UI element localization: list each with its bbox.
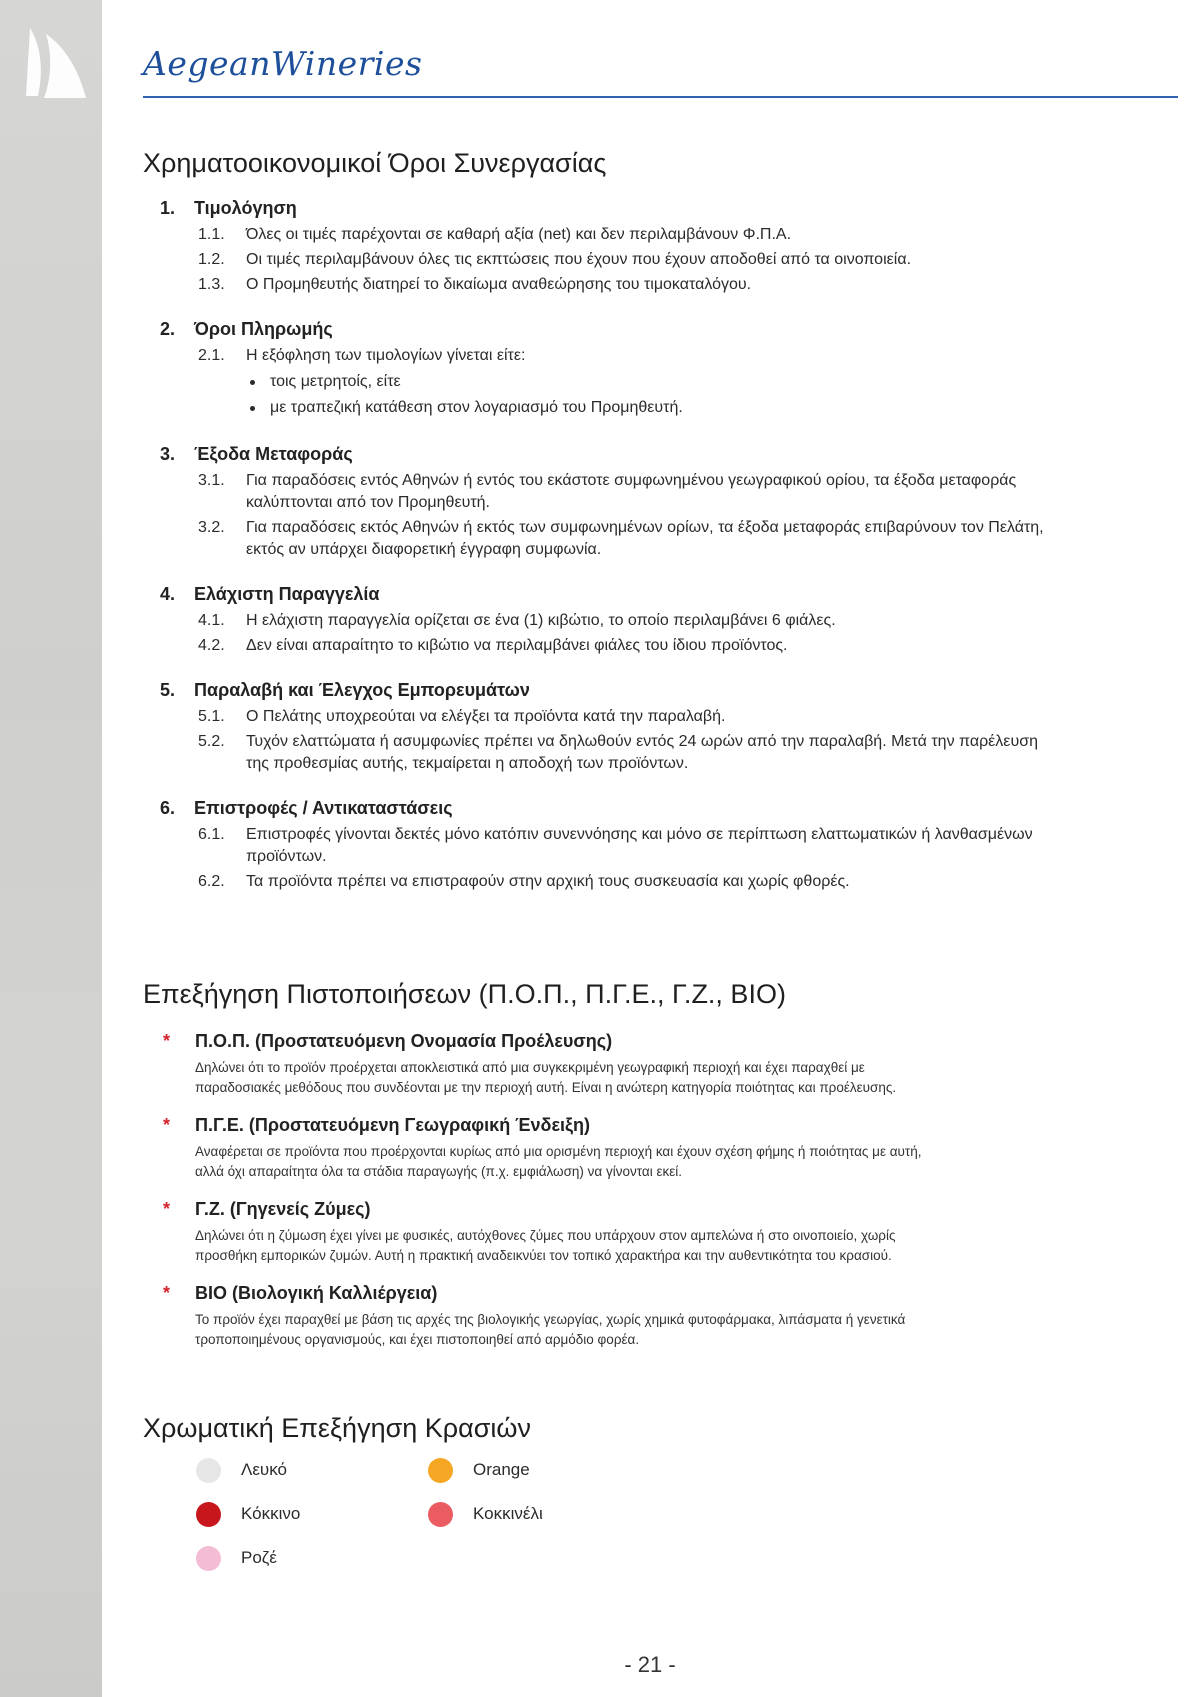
certification-description: Αναφέρεται σε προϊόντα που προέρχονται κυρίως από μια ορισμένη περιοχή και έχουν σχέση φήμης ή ποιότητας με αυτή, αλλά όχι απαραίτητα όλα τα στάδια παραγωγής (π.χ. εμφιάλωση) να γίνονται εκεί. xyxy=(195,1144,922,1179)
asterisk-icon: * xyxy=(163,1198,171,1219)
kokkineli-swatch-icon xyxy=(428,1502,453,1527)
term-title: Τιμολόγηση xyxy=(194,197,297,218)
legend-item-white: Λευκό xyxy=(196,1456,287,1484)
term-number: 5. xyxy=(160,679,176,700)
list-item: με τραπεζική κατάθεση στον λογαριασμό του Προμηθευτή. xyxy=(246,395,1060,421)
term-title: Όροι Πληρωμής xyxy=(194,318,333,339)
term-section xyxy=(160,795,1060,893)
legend-item-kokkineli: Κοκκινέλι xyxy=(428,1500,543,1528)
red-swatch-icon xyxy=(196,1502,221,1527)
white-swatch-icon xyxy=(196,1458,221,1483)
certification-title: Π.Ο.Π. (Προστατευόμενη Ονομασία Προέλευσης) xyxy=(195,1030,613,1051)
certification-item xyxy=(163,1028,1063,1098)
financial-terms-list xyxy=(160,195,1060,913)
side-strip xyxy=(0,0,102,1697)
term-number: 6. xyxy=(160,797,176,818)
financial-terms-title: Χρηματοοικονομικοί Όροι Συνεργασίας xyxy=(143,148,607,178)
term-item: 1.1. Όλες οι τιμές παρέχονται σε καθαρή αξία (net) και δεν περιλαμβάνουν Φ.Π.Α. xyxy=(198,226,792,243)
certifications-title: Επεξήγηση Πιστοποιήσεων (Π.Ο.Π., Π.Γ.Ε., Γ.Ζ., ΒΙΟ) xyxy=(143,979,786,1009)
header-rule xyxy=(143,96,1178,98)
term-item: 2.1. Η εξόφληση των τιμολογίων γίνεται είτε: xyxy=(198,347,526,364)
asterisk-icon: * xyxy=(163,1282,171,1303)
certification-description: Δηλώνει ότι η ζύμωση έχει γίνει με φυσικές, αυτόχθονες ζύμες που υπάρχουν στον αμπελώνα ή στο οινοποιείο, χωρίς προσθήκη εμπορικών ζυμών. Αυτή η πρακτική αναδεικνύει τον τοπικό χαρακτήρα και την αυθεντικότητα του κρασιού. xyxy=(195,1228,896,1263)
term-section xyxy=(160,441,1060,561)
certification-item xyxy=(163,1196,1063,1266)
term-section xyxy=(160,195,1060,296)
brand-logo: AegeanWineries xyxy=(143,44,423,83)
term-title: Παραλαβή και Έλεγχος Εμπορευμάτων xyxy=(194,679,530,700)
term-section xyxy=(160,677,1060,775)
term-section xyxy=(160,581,1060,657)
certification-title: Γ.Ζ. (Γηγενείς Ζύμες) xyxy=(195,1198,371,1219)
term-title: Ελάχιστη Παραγγελία xyxy=(194,583,380,604)
term-item: 6.2. Τα προϊόντα πρέπει να επιστραφούν στην αρχική τους συσκευασία και χωρίς φθορές. xyxy=(198,873,850,890)
legend-item-rose: Ροζέ xyxy=(196,1544,277,1572)
sail-logo-icon xyxy=(24,26,90,102)
list-item: τοις μετρητοίς, είτε xyxy=(246,369,1060,395)
term-item: 4.1. Η ελάχιστη παραγγελία ορίζεται σε ένα (1) κιβώτιο, το οποίο περιλαμβάνει 6 φιάλες. xyxy=(198,612,836,629)
asterisk-icon: * xyxy=(163,1030,171,1051)
rose-swatch-icon xyxy=(196,1546,221,1571)
legend-item-orange: Orange xyxy=(428,1456,530,1484)
certification-description: Δηλώνει ότι το προϊόν προέρχεται αποκλειστικά από μια συγκεκριμένη γεωγραφική περιοχή και έχει παραχθεί με παραδοσιακές μεθόδους που συνδέονται με την περιοχή αυτή. Είναι η ανώτερη κατηγορία ποιότητας και προέλευσης. xyxy=(195,1060,897,1095)
term-number: 3. xyxy=(160,443,176,464)
term-number: 2. xyxy=(160,318,176,339)
legend-item-red: Κόκκινο xyxy=(196,1500,300,1528)
term-item: 1.2. Οι τιμές περιλαμβάνουν όλες τις εκπτώσεις που έχουν που έχουν αποδοθεί από τα οινοποιεία. xyxy=(198,251,912,268)
certification-description: Το προϊόν έχει παραχθεί με βάση τις αρχές της βιολογικής γεωργίας, χωρίς χημικά φυτοφάρμακα, λιπάσματα ή γενετικά τροποποιημένους οργανισμούς, και έχει πιστοποιηθεί από αρμόδιο φορέα. xyxy=(195,1312,906,1347)
asterisk-icon: * xyxy=(163,1114,171,1135)
certification-title: Π.Γ.Ε. (Προστατευόμενη Γεωγραφική Ένδειξη) xyxy=(195,1114,591,1135)
term-number: 1. xyxy=(160,197,176,218)
term-item: 3.1. Για παραδόσεις εντός Αθηνών ή εντός του εκάστοτε συμφωνημένου γεωγραφικού ορίου, τα έξοδα μεταφοράς καλύπτονται από τον Προμηθευτή. xyxy=(198,472,1017,511)
term-section xyxy=(160,316,1060,421)
term-item: 5.1. Ο Πελάτης υποχρεούται να ελέγξει τα προϊόντα κατά την παραλαβή. xyxy=(198,708,726,725)
page-number: - 21 - xyxy=(624,1652,676,1677)
term-item: 6.1. Επιστροφές γίνονται δεκτές μόνο κατόπιν συνεννόησης και μόνο σε περίπτωση ελαττωματικών ή λανθασμένων προϊόντων. xyxy=(198,826,1033,865)
term-item: 5.2. Τυχόν ελαττώματα ή ασυμφωνίες πρέπει να δηλωθούν εντός 24 ωρών από την παραλαβή. Μετά την παρέλευση της προθεσμίας αυτής, τεκμαίρεται η αποδοχή των προϊόντων. xyxy=(198,733,1038,772)
orange-swatch-icon xyxy=(428,1458,453,1483)
certifications-list xyxy=(163,1028,1063,1364)
term-title: Επιστροφές / Αντικαταστάσεις xyxy=(194,797,453,818)
certification-item xyxy=(163,1280,1063,1350)
term-item: 4.2. Δεν είναι απαραίτητο το κιβώτιο να περιλαμβάνει φιάλες του ίδιου προϊόντος. xyxy=(198,637,788,654)
term-title: Έξοδα Μεταφοράς xyxy=(194,443,353,464)
term-item: 1.3. Ο Προμηθευτής διατηρεί το δικαίωμα αναθεώρησης του τιμοκαταλόγου. xyxy=(198,276,752,293)
certification-item xyxy=(163,1112,1063,1182)
term-number: 4. xyxy=(160,583,176,604)
certification-title: ΒΙΟ (Βιολογική Καλλιέργεια) xyxy=(195,1282,438,1303)
payment-methods-list xyxy=(246,369,1060,421)
wine-color-legend xyxy=(196,1456,616,1606)
term-item: 3.2. Για παραδόσεις εκτός Αθηνών ή εκτός των συμφωνημένων ορίων, τα έξοδα μεταφοράς επιβαρύνουν τον Πελάτη, εκτός αν υπάρχει διαφορετική έγγραφη συμφωνία. xyxy=(198,519,1044,558)
wine-colors-title: Χρωματική Επεξήγηση Κρασιών xyxy=(143,1413,531,1443)
